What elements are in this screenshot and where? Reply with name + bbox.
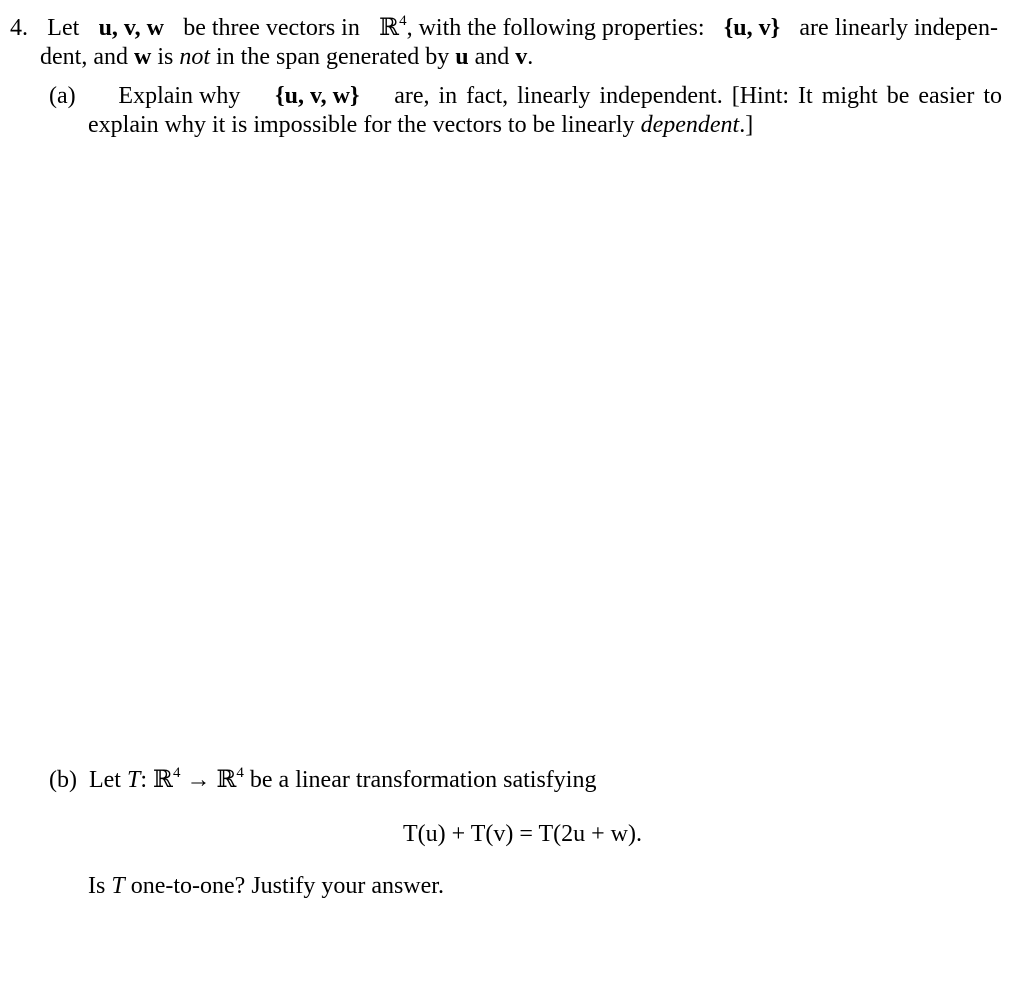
stem-text-1a: Let [47,15,80,41]
stem-text-1b: be three vectors in [183,15,360,41]
set-uvw: {u, v, w} [275,83,360,109]
part-a-line-2 [88,111,753,139]
emphasis-not: not [179,44,211,70]
part-a-text-2a: explain why it is impossible for the vectors to be linearly [88,112,635,138]
part-a-line-1 [49,82,1002,110]
part-b-label: (b) [49,767,77,793]
part-a-text-1a: Explain why [118,83,241,109]
vector-u: u [455,44,469,70]
transformation-T-question: T [111,873,125,899]
part-b-question [88,872,444,900]
set-uv: {u, v} [723,15,781,41]
period: . [527,44,534,70]
problem-statement-line-1 [10,14,998,42]
part-b-text-1a: Let [88,767,121,793]
question-text-a: Is [88,873,106,899]
equation [403,820,642,848]
equation-text: T(u) + T(v) = T(2u + w). [403,821,643,847]
part-a-text-2b: .] [739,112,754,138]
real-space: ℝ$^4$, with the following properties: [379,13,705,41]
part-a-label: (a) [49,83,76,109]
part-a-text-1b: are, in fact, linearly independent. [Hint: It might be easier to [394,83,1002,109]
transformation-T: T [126,767,141,793]
emphasis-dependent: dependent [640,112,740,138]
stem-text-2a: dent, and [40,44,128,70]
mapping-domain: : ℝ$^4$ → ℝ$^4$ [140,765,244,793]
vector-w: w [133,44,152,70]
stem-text-2c: in the span generated by [216,44,450,70]
vector-list-uvw: u, v, w [98,15,164,41]
stem-text-1d: are linearly indepen- [799,15,998,41]
stem-text-2b: is [157,44,174,70]
problem-number: 4. [10,15,28,41]
question-text-b: one-to-one? Justify your answer. [130,873,444,899]
vector-v: v [515,44,528,70]
problem-statement-line-2 [40,43,533,71]
part-b-text-1b: be a linear transformation satisfying [243,767,597,793]
part-b-line-1 [49,766,596,794]
and-text: and [474,44,510,70]
